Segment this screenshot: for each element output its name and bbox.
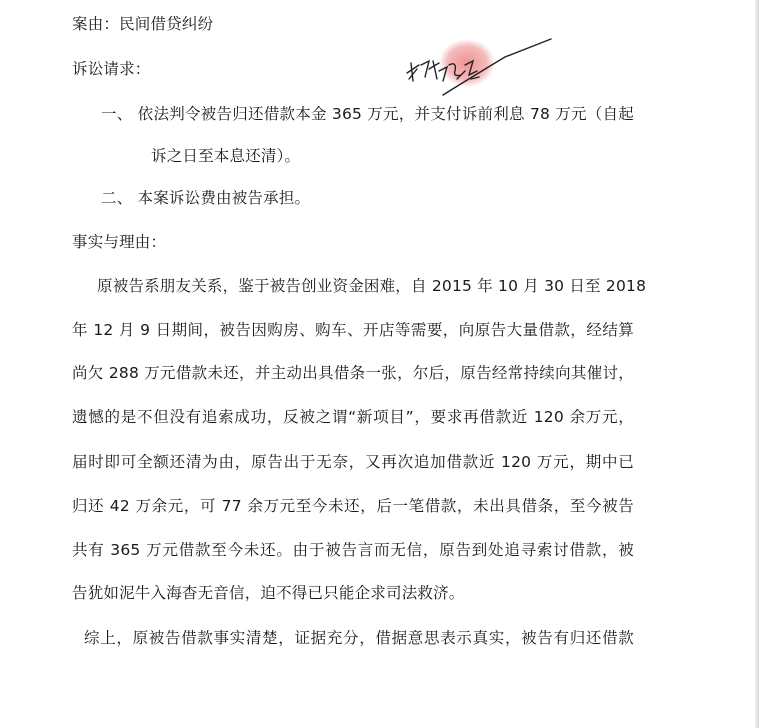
claim-item-2: 二、 本案诉讼费由被告承担。: [101, 189, 311, 207]
case-cause-line: [72, 13, 213, 35]
claim-item-1-line-1: 一、 依法判令被告归还借款本金 365 万元，并支付诉前利息 78 万元（自起: [101, 105, 634, 123]
case-cause-label: 案由：: [72, 15, 120, 33]
facts-p1-line-4: 遗憾的是不但没有追索成功，反被之谓“新项目”，要求再借款近 120 余万元，: [72, 408, 634, 426]
facts-p1-line-8: 告犹如泥牛入海杳无音信，迫不得已只能企求司法救济。: [72, 584, 465, 602]
facts-heading: 事实与理由：: [72, 233, 167, 251]
facts-p1-line-5: 届时即可全额还清为由，原告出于无奈，又再次追加借款近 120 万元，期中已: [72, 453, 634, 471]
claim-item-1-line-2: 诉之日至本息还清）。: [151, 147, 301, 165]
facts-p1-line-2: 年 12 月 9 日期间，被告因购房、购车、开店等需要，向原告大量借款，经结算: [72, 321, 634, 339]
case-cause-value: 民间借贷纠纷: [119, 15, 214, 33]
page-edge-shadow: [755, 0, 759, 728]
signature-icon: [407, 39, 551, 95]
facts-p1-line-6: 归还 42 万余元，可 77 余万元至今未还，后一笔借款，未出具借条，至今被告: [72, 497, 634, 515]
facts-p2-line-1: 综上，原被告借款事实清楚，证据充分，借据意思表示真实，被告有归还借款: [84, 629, 634, 647]
red-seal-icon: [439, 39, 495, 87]
facts-p1-line-3: 尚欠 288 万元借款未还，并主动出具借条一张，尔后，原告经常持续向其催讨，: [72, 364, 634, 382]
facts-p1-line-1: 原被告系朋友关系，鉴于被告创业资金困难，自 2015 年 10 月 30 日至 2018: [97, 277, 647, 295]
claims-heading: 诉讼请求：: [72, 60, 151, 78]
facts-p1-line-7: 共有 365 万元借款至今未还。由于被告言而无信，原告到处追寻索讨借款，被: [72, 541, 634, 559]
